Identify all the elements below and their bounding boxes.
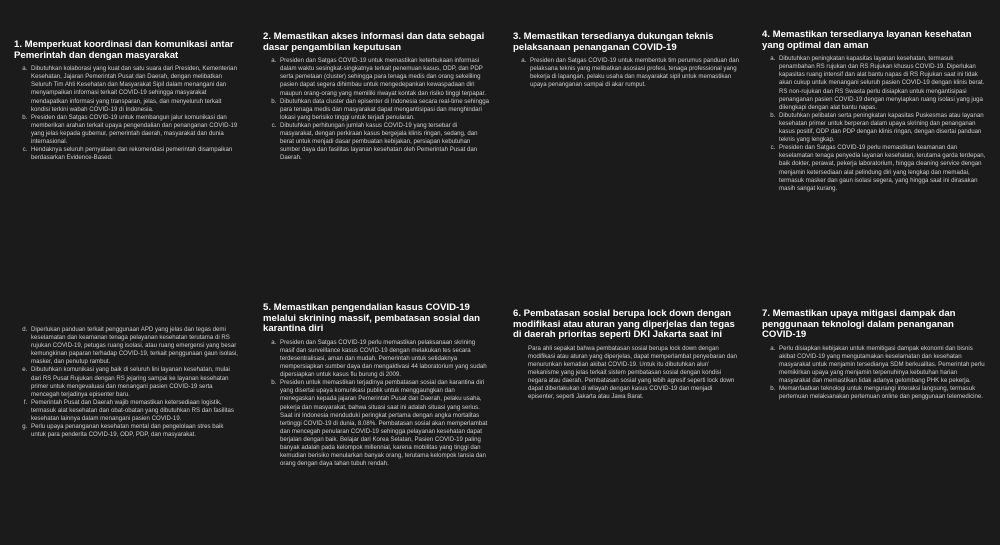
list-item: c. Dibutuhkan perhitungan jumlah kasus COVID-19 yang tersebar di masyarakat, dengan perkiraan kasus bergejala klinis ringan, sedang, dan berat untuk menjadi dasar pembuatan kebijakan, persiapan kebutuhan sumber daya dan fasilitas layanan kesehatan oleh Pemerintah Pusat dan Daerah. [278,122,489,162]
section-1-title: 1. Memperkuat koordinasi dan komunikasi antar Pemerintah dan dengan masyarakat [14,39,234,61]
section-3-title: 3. Memastikan tersedianya dukungan teknis pelaksanaan penanganan COVID-19 [513,31,714,53]
section-2-title: 2. Memastikan akses informasi dan data sebagai dasar pengambilan keputusan [263,31,485,53]
section-1 [14,40,240,162]
list-item: b. Dibutuhkan pelibatan serta peningkatan kapasitas Puskesmas atau layanan kesehatan primer untuk berperan dalam upaya skrining dan penanganan kasus positif, ODP dan PDP dengan klinis ringan, dengan disertai panduan teknis yang lengkap. [777,112,988,144]
list-item: c. Hendaknya seluruh pernyataan dan rekomendasi pemerintah disampaikan berdasarkan Evidence-Based. [29,146,240,162]
section-6 [513,309,739,401]
list-item: a. Dibutuhkan kolaborasi yang kuat dan satu suara dari Presiden, Kementerian Kesehatan, Jajaran Pemerintah Pusat dan Daerah, dengan melibatkan Seluruh Tim Ahli Kesehatan dan Masyarakat Sipil dalam menangani dan menyampaikan informasi terkait COVID-19 sehingga masyarakat mendapatkan informasi yang transparan, jelas, dan menyeluruh terkait kondisi terkini wabah COVID-19 di Indonesia. [29,65,240,114]
list-item: a. Presiden dan Satgas COVID-19 perlu memastikan pelaksanaan skrining masif dan surveillance kasus COVID-19 dengan melakukan tes secara terdesentralisasi, aman dan mudah. Pemerintah untuk setidaknya mempersiapkan sumber daya dan mengaktivasi 44 laboratorium yang sudah dipersiapkan untuk kasus flu burung di 2009. [278,339,489,379]
list-item: a. Dibutuhkan peningkatan kapasitas layanan kesehatan, termasuk penambahan RS rujukan dan RS Rujukan khusus COVID-19. Diperlukan kapasitas ruang intensif dan alat bantu napas di RS Rujukan saat ini tidak akan cukup untuk menangani seluruh pasien COVID-19 dengan klinis berat. RS non-rujukan dan RS Swasta perlu disiapkan untuk mengantisipasi penanganan pasien COVID-19 dengan menyiapkan ruang isolasi yang juga dilengkapi dengan alat bantu napas. [777,55,988,112]
section-4-list [762,55,988,193]
section-4-title: 4. Memastikan tersedianya layanan kesehatan yang optimal dan aman [762,29,972,51]
list-item: a. Presiden dan Satgas COVID-19 untuk membentuk tim perumus panduan dan pelaksana teknis yang melibatkan asosiasi profesi, tenaga professional yang bekerja di lapangan, pelaku usaha dan masyarakat sipil untuk memastikan upaya penanganan sampai di akar rumput. [528,57,739,89]
section-3 [513,32,739,90]
section-7-list [762,345,988,402]
section-7-title: 7. Memastikan upaya mitigasi dampak dan penggunaan teknologi dalam penanganan COVID-19 [762,308,956,341]
list-item: d. Diperlukan panduan terkait penggunaan APD yang jelas dan tegas demi keselamatan dan keamanan tenaga pelayanan kesehatan terutama di RS rujukan COVID-19, petugas ruang isolasi, atau ruang emergensi yang besar kemungkinan paparan terhadap COVID-19, terkait penggunaan gaun isolasi, masker, dan penutup rambut. [29,326,240,366]
section-4-continued-list [14,326,240,439]
list-item: c. Presiden dan Satgas COVID-19 perlu memastikan keamanan dan keselamatan tenaga penyedia layanan kesehatan, terutama garda terdepan, baik dokter, perawat, pekerja laboratorium, hingga cleaning service dengan menjamin ketersediaan alat pelindung diri yang lengkap dan memadai, termasuk masker dan gaun isolasi segera, yang hingga saat ini dirasakan masih sangat kurang. [777,144,988,193]
list-item: b. Memanfaatkan teknologi untuk mengurangi interaksi langsung, termasuk pertemuan melaksanakan pertemuan online dan penggunaan telemedicine. [777,385,988,401]
section-1-list [14,65,240,162]
list-item: a. Presiden dan Satgas COVID-19 untuk memastikan keterbukaan informasi dalam waktu sesingkat-singkatnya terkait penemuan kasus, ODP, dan PDP serta pemetaan (cluster) sehingga para tenaga medis dan orang sekeliling pasien dapat segera dihimbau untuk mengedepankan kewaspadaan diri maupun orang-orang yang memiliki riwayat kontak dan risiko tinggi terpapar. [278,57,489,97]
section-5-title: 5. Memastikan pengendalian kasus COVID-19 melalui skrining massif, pembatasan sosial dan karantina diri [263,302,481,335]
section-7 [762,309,988,401]
section-6-title: 6. Pembatasan sosial berupa lock down dengan modifikasi atau aturan yang diperjelas dan tegas di daerah prioritas seperti DKI Jakarta saat ini [513,308,735,341]
list-item: b. Dibutuhkan data cluster dan episenter di Indonesia secara real-time sehingga para tenaga medis dan masyarakat dapat mengantisipasi dan menghindari lokasi yang berisiko tinggi untuk terjadi penularan. [278,98,489,122]
list-item: e. Dibutuhkan komunikasi yang baik di seluruh lini layanan kesehatan, mulai dari RS Pusat Rujukan dengan RS jejaring sampai ke layanan kesehatan primer untuk mengevaluasi dan menangani pasien COVID-19 serta mencegah terjadinya episenter baru. [29,366,240,398]
section-5 [263,303,489,468]
list-item: b. Presiden dan Satgas COVID-19 untuk membangun jalur komunikasi dan memberikan arahan terkait upaya pengendalian dan penanganan COVID-19 yang jelas kepada gubernur, pemerintah daerah, masyarakat dan dunia internasional. [29,114,240,146]
list-item: f. Pemerintah Pusat dan Daerah wajib memastikan ketersediaan logistik, termasuk alat kesehatan dan obat-obatan yang dibutuhkan RS dan fasilitas kesehatan lainnya dalam menangani pasien COVID-19. [29,399,240,423]
list-item: a. Perlu disiapkan kebijakan untuk memitigasi dampak ekonomi dan bisnis akibat COVID-19 yang mengutamakan keselamatan dan kesehatan masyarakat untuk menjamin tersedianya SDM berkualitas. Pemerintah perlu memikirkan upaya yang menjamin terpenuhinya kebutuhan harian masyarakat dan memastikan tidak adanya gelombang PHK ke pekerja. [777,345,988,385]
list-item: g. Perlu upaya penanganan kesehatan mental dan pengelolaan stres baik untuk para penderita COVID-19, ODP, PDP, dan masyarakat. [29,423,240,439]
list-item: b. Presiden untuk memastikan terjadinya pembatasan sosial dan karantina diri yang disertai upaya komunikasi publik untuk menggaungkan dan menegaskan kepada jajaran Pemerintah Pusat dan Daerah, pelaku usaha, pekerja dan masyarakat, bahwa situasi saat ini adalah situasi yang serius. Saat ini Indonesia menduduki peringkat pertama dengan angka mortalitas tertinggi COVID-19 di dunia, 8.08%. Pembatasan sosial akan memperlambat dan mencegah penularan COVID-19 sehingga pelayanan kesehatan dapat berjalan dengan baik. Belajar dari Korea Selatan, Pasien COVID-19 paling banyak adalah pada kelompok millennial, karena mobilitas yang tinggi dan kemudian berisiko menularkan banyak orang, terutama kelompok lansia dan orang dengan daya tahan tubuh rendah. [278,379,489,468]
section-3-list [513,57,739,89]
section-2 [263,32,489,162]
section-4 [762,30,988,193]
section-6-paragraph: Para ahli sepakat bahwa pembatasan sosial berupa lock down dengan modifikasi atau aturan yang diperjelas, dapat memperlambat penyebaran dan menurunkan kematian akibat COVID-19. Untuk itu dibutuhkan alur/ mekanisme yang jelas terkait sistem pembatasan sosial dengan kondisi negara atau daerah. Pembatasan sosial yang lebih agresif seperti lock down dapat diberlakukan di wilayah dengan kasus COVID-19 dan menjadi episenter, seperti Jakarta atau Jawa Barat. [528,344,738,401]
section-2-list [263,57,489,162]
section-5-list [263,339,489,469]
section-4-continued [14,326,240,439]
